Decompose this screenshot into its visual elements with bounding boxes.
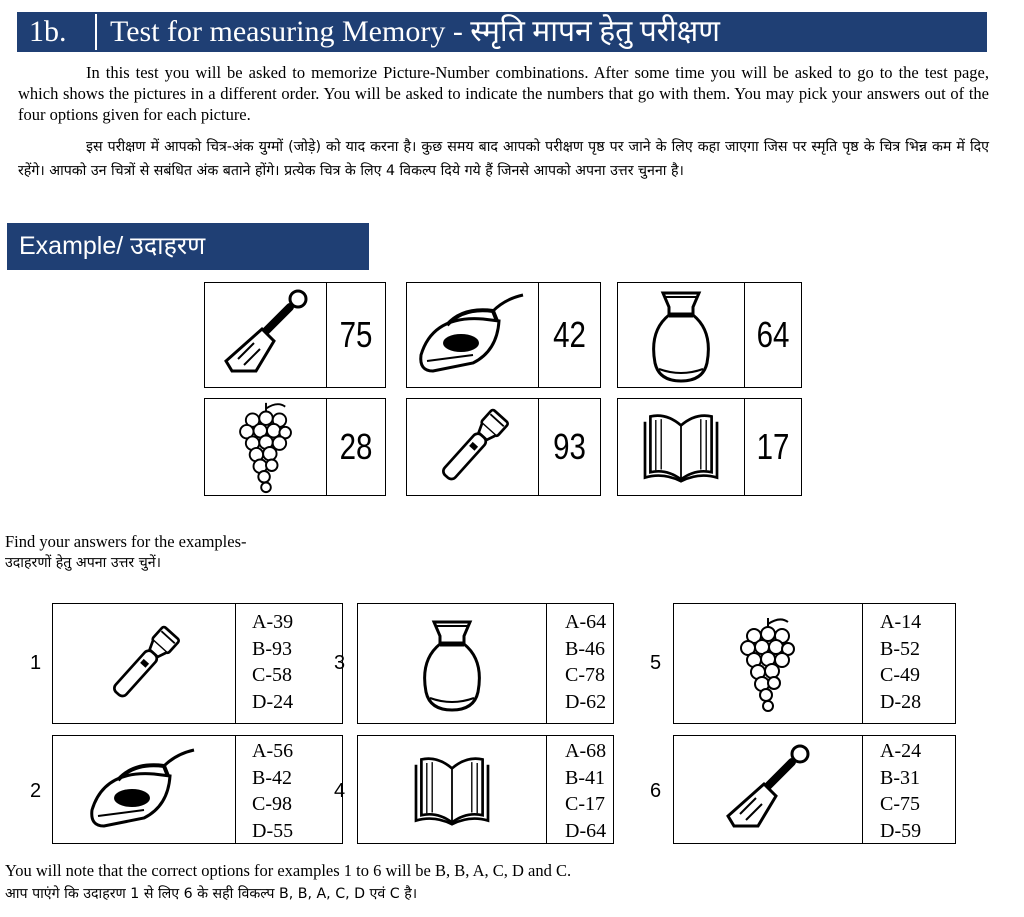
answer-options	[252, 738, 342, 843]
answer-options	[880, 738, 955, 843]
option-d[interactable]: D-62	[565, 690, 607, 713]
answer-options	[880, 609, 955, 723]
memory-picture	[618, 399, 745, 495]
shovel-icon	[216, 285, 316, 385]
option-c[interactable]: C-49	[880, 664, 920, 686]
option-b[interactable]: B-31	[880, 766, 920, 789]
memory-picture	[407, 399, 539, 495]
option-b[interactable]: B-42	[252, 766, 292, 789]
iron-icon	[84, 740, 204, 840]
vase-icon	[412, 609, 492, 719]
section-title-banner	[17, 12, 987, 52]
option-c[interactable]: C-17	[565, 793, 605, 815]
option-c[interactable]: C-98	[252, 793, 292, 815]
option-d[interactable]: D-64	[565, 819, 607, 842]
memory-number: 75	[339, 314, 373, 355]
book-icon	[633, 402, 729, 492]
question-picture	[53, 736, 236, 843]
memory-picture	[205, 283, 327, 387]
memory-number: 64	[756, 314, 790, 355]
option-c[interactable]: C-75	[880, 793, 920, 815]
memory-picture	[618, 283, 745, 387]
memory-pair-card	[406, 282, 601, 388]
question-card	[52, 735, 346, 844]
option-a[interactable]: A-56	[252, 740, 294, 762]
option-c[interactable]: C-78	[565, 664, 605, 686]
memory-number: 28	[339, 426, 373, 467]
question-picture	[358, 604, 547, 723]
find-answers-hindi: उदाहरणों हेतु अपना उत्तर चुनें।	[5, 555, 161, 571]
option-a[interactable]: A-14	[880, 611, 922, 633]
memory-pair-card	[204, 282, 386, 388]
question-picture	[358, 736, 547, 843]
grapes-icon	[728, 614, 808, 714]
answer-options	[252, 609, 342, 723]
option-a[interactable]: A-68	[565, 740, 607, 762]
note-hindi: आप पाएंगे कि उदाहरण 1 से लिए 6 के सही विकल्प B, B, A, C, D एवं C है।	[5, 886, 418, 902]
question-card	[673, 603, 956, 724]
question-card	[357, 735, 614, 844]
option-d[interactable]: D-24	[252, 690, 294, 713]
flashlight-icon	[99, 619, 189, 709]
note-english: You will note that the correct options for examples 1 to 6 will be B, B, A, C, D and C.	[5, 861, 572, 880]
option-b[interactable]: B-41	[565, 766, 605, 789]
question-number: 6	[650, 780, 662, 802]
answer-options	[565, 609, 613, 723]
option-a[interactable]: A-64	[565, 611, 607, 633]
memory-pair-card	[617, 282, 802, 388]
question-card	[673, 735, 956, 844]
memory-picture	[205, 399, 327, 495]
question-number: 5	[650, 652, 662, 674]
memory-number: 17	[756, 426, 790, 467]
question-picture	[53, 604, 236, 723]
section-number: 1b.	[29, 15, 67, 48]
shovel-icon	[718, 740, 818, 840]
option-b[interactable]: B-93	[252, 637, 292, 660]
find-answers-english: Find your answers for the examples-	[5, 532, 247, 551]
option-c[interactable]: C-58	[252, 664, 292, 686]
section-title: Test for measuring Memory - स्मृति मापन हेतु परीक्षण	[110, 15, 720, 48]
intro-hindi: इस परीक्षण में आपको चित्र-अंक युग्मों (जोड़े) को याद करना है। कुछ समय बाद आपको परीक्षण पृष्ठ पर जाने के लिए कहा जाएगा जिस पर स्मृति पृष्ठ के चित्र भिन्न कम में दिए रहेंगे। आपको उन चित्रों से सबंधित अंक बताने होंगे। प्रत्येक चित्र के लिए 4 विकल्प दिये गये हैं जिनसे आपको अपना उत्तर चुनना है।	[18, 139, 989, 179]
question-number: 3	[334, 652, 346, 674]
memory-number: 42	[553, 314, 586, 355]
memory-picture	[407, 283, 539, 387]
option-d[interactable]: D-28	[880, 690, 922, 713]
question-number: 4	[334, 780, 346, 802]
option-a[interactable]: A-39	[252, 611, 294, 633]
question-card	[52, 603, 346, 724]
option-b[interactable]: B-46	[565, 637, 605, 660]
option-a[interactable]: A-24	[880, 740, 922, 762]
iron-icon	[413, 285, 533, 385]
example-heading-banner	[7, 223, 369, 270]
option-d[interactable]: D-59	[880, 819, 922, 842]
question-card	[357, 603, 614, 724]
option-d[interactable]: D-55	[252, 819, 294, 842]
question-number: 2	[30, 780, 42, 802]
flashlight-icon	[428, 402, 518, 492]
option-b[interactable]: B-52	[880, 637, 920, 660]
question-picture	[674, 736, 863, 843]
memory-pair-card	[204, 398, 386, 496]
grapes-icon	[226, 399, 306, 495]
vase-icon	[641, 285, 721, 385]
answer-options	[565, 738, 613, 843]
intro-english: In this test you will be asked to memorize Picture-Number combinations. After some time you will be asked to go to the test page, which shows the pictures in a different order. You will be asked to indicate the numbers that go with them. You may pick your answers out of the four options given for each picture.	[18, 63, 989, 124]
question-number: 1	[30, 652, 42, 674]
example-heading: Example/ उदाहरण	[19, 232, 206, 260]
memory-pair-card	[617, 398, 802, 496]
question-picture	[674, 604, 863, 723]
memory-pair-card	[406, 398, 601, 496]
title-divider	[95, 14, 97, 50]
memory-number: 93	[553, 426, 586, 467]
book-icon	[402, 745, 502, 835]
